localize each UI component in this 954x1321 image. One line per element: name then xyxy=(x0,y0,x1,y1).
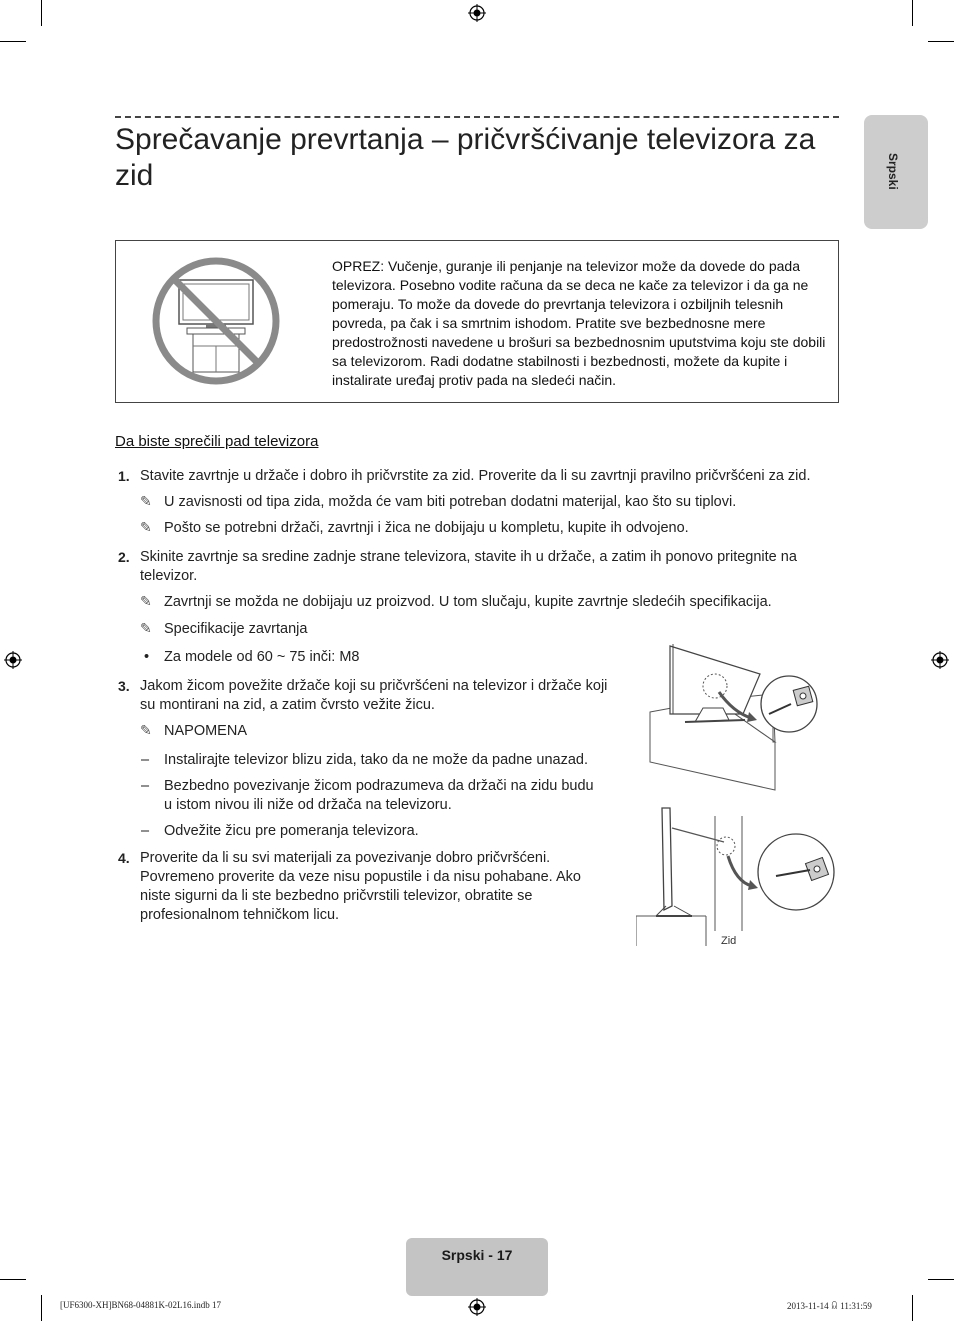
crop-mark xyxy=(912,1295,913,1321)
no-climbing-tv-icon xyxy=(151,256,281,386)
caution-text: OPREZ: Vučenje, guranje ili penjanje na televizor može da dovede do pada televizora. Posebno vodite računa da se deca ne kače za televizor i da ga ne pomeraju. To može da dovede do prevrtanja televizora i ozbiljnih telesnih povreda, pa čak i sa smrtnim ishodom. Pratite sve bezbednosne mere predostrožnosti navedene u brošuri sa bezbednosnim uputstvima koju ste dobili sa televizorom. Radi dodatne stabilnosti i bezbednosti, možete da kupite i instalirate uređaj protiv pada na sledeći način. xyxy=(332,258,826,388)
page-number: Srpski - 17 xyxy=(441,1247,513,1263)
step-text: Jakom žicom povežite držače koji su pričvršćeni na televizor i držače koji su montirani na zid, a zatim čvrsto vežite žicu. xyxy=(140,678,608,713)
note-text: Pošto se potrebni držači, zavrtnji i žica ne dobijaju u kompletu, kupite ih odvojeno. xyxy=(164,520,689,536)
note-text: Specifikacije zavrtanja xyxy=(164,621,308,637)
note-heading: NAPOMENA xyxy=(164,723,247,739)
note-text: U zavisnosti od tipa zida, možda će vam biti potreban dodatni materijal, kao što su tiplovi. xyxy=(164,494,737,510)
wall-label: Zid xyxy=(721,935,737,947)
title-rule xyxy=(115,116,839,118)
crop-mark xyxy=(0,41,26,42)
caution-box xyxy=(115,240,839,403)
note-pencil-icon: ✎ xyxy=(140,620,152,636)
crop-mark xyxy=(0,1279,26,1280)
bullet-text: Za modele od 60 ~ 75 inči: M8 xyxy=(164,649,360,665)
step-number: 3. xyxy=(118,678,130,694)
registration-mark-icon xyxy=(4,651,22,669)
note-pencil-icon: ✎ xyxy=(140,493,152,509)
step-text: Proverite da li su svi materijali za povezivanje dobro pričvršćeni. Povremeno proverite da veze nisu popustile i da nisu pohabane. Ako niste sigurni da li ste bezbedno pričvrstili televizor, obratite se profesionalnom tehničkom licu. xyxy=(140,850,581,923)
registration-mark-icon xyxy=(468,4,486,22)
bullet-icon: • xyxy=(144,649,150,665)
wall-anchor-illustration xyxy=(636,806,846,948)
language-side-tab xyxy=(864,115,928,229)
step-number: 2. xyxy=(118,549,130,565)
tv-bracket-illustration xyxy=(645,642,845,792)
registration-mark-icon xyxy=(931,651,949,669)
note-pencil-icon: ✎ xyxy=(140,722,152,738)
crop-mark xyxy=(928,1279,954,1280)
page-title: Sprečavanje prevrtanja – pričvršćivanje televizora za zid xyxy=(115,123,816,192)
page-number-tab xyxy=(406,1238,548,1296)
dash-icon: – xyxy=(141,823,150,839)
note-text: Zavrtnji se možda ne dobijaju uz proizvod. U tom slučaju, kupite zavrtnje sledećih specifikacija. xyxy=(164,594,772,610)
crop-mark xyxy=(41,1295,42,1321)
crop-mark xyxy=(912,0,913,26)
crop-mark xyxy=(928,41,954,42)
side-tab-label: Srpski xyxy=(886,153,900,190)
dash-text: Bezbedno povezivanje žicom podrazumeva da držači na zidu budu u istom nivou ili niže od držača na televizoru. xyxy=(164,778,594,813)
print-slug-left: [UF6300-XH]BN68-04881K-02L16.indb 17 xyxy=(60,1300,221,1310)
registration-mark-icon xyxy=(468,1298,486,1316)
dash-text: Odvežite žicu pre pomeranja televizora. xyxy=(164,823,419,839)
dash-icon: – xyxy=(141,752,150,768)
print-slug-right: 2013-11-14 ꆰ 11:31:59 xyxy=(787,1301,872,1311)
step-text: Skinite zavrtnje sa sredine zadnje strane televizora, stavite ih u držače, a zatim ih ponovo pritegnite na televizor. xyxy=(140,549,797,584)
step-number: 4. xyxy=(118,850,130,866)
note-pencil-icon: ✎ xyxy=(140,593,152,609)
step-number: 1. xyxy=(118,468,130,484)
dash-icon: – xyxy=(141,778,150,794)
step-text: Stavite zavrtnje u držače i dobro ih pričvrstite za zid. Proverite da li su zavrtnji pravilno pričvršćeni za zid. xyxy=(140,468,811,484)
note-pencil-icon: ✎ xyxy=(140,519,152,535)
section-subheading: Da biste sprečili pad televizora xyxy=(115,433,319,450)
dash-text: Instalirajte televizor blizu zida, tako da ne može da padne unazad. xyxy=(164,752,588,768)
crop-mark xyxy=(41,0,42,26)
